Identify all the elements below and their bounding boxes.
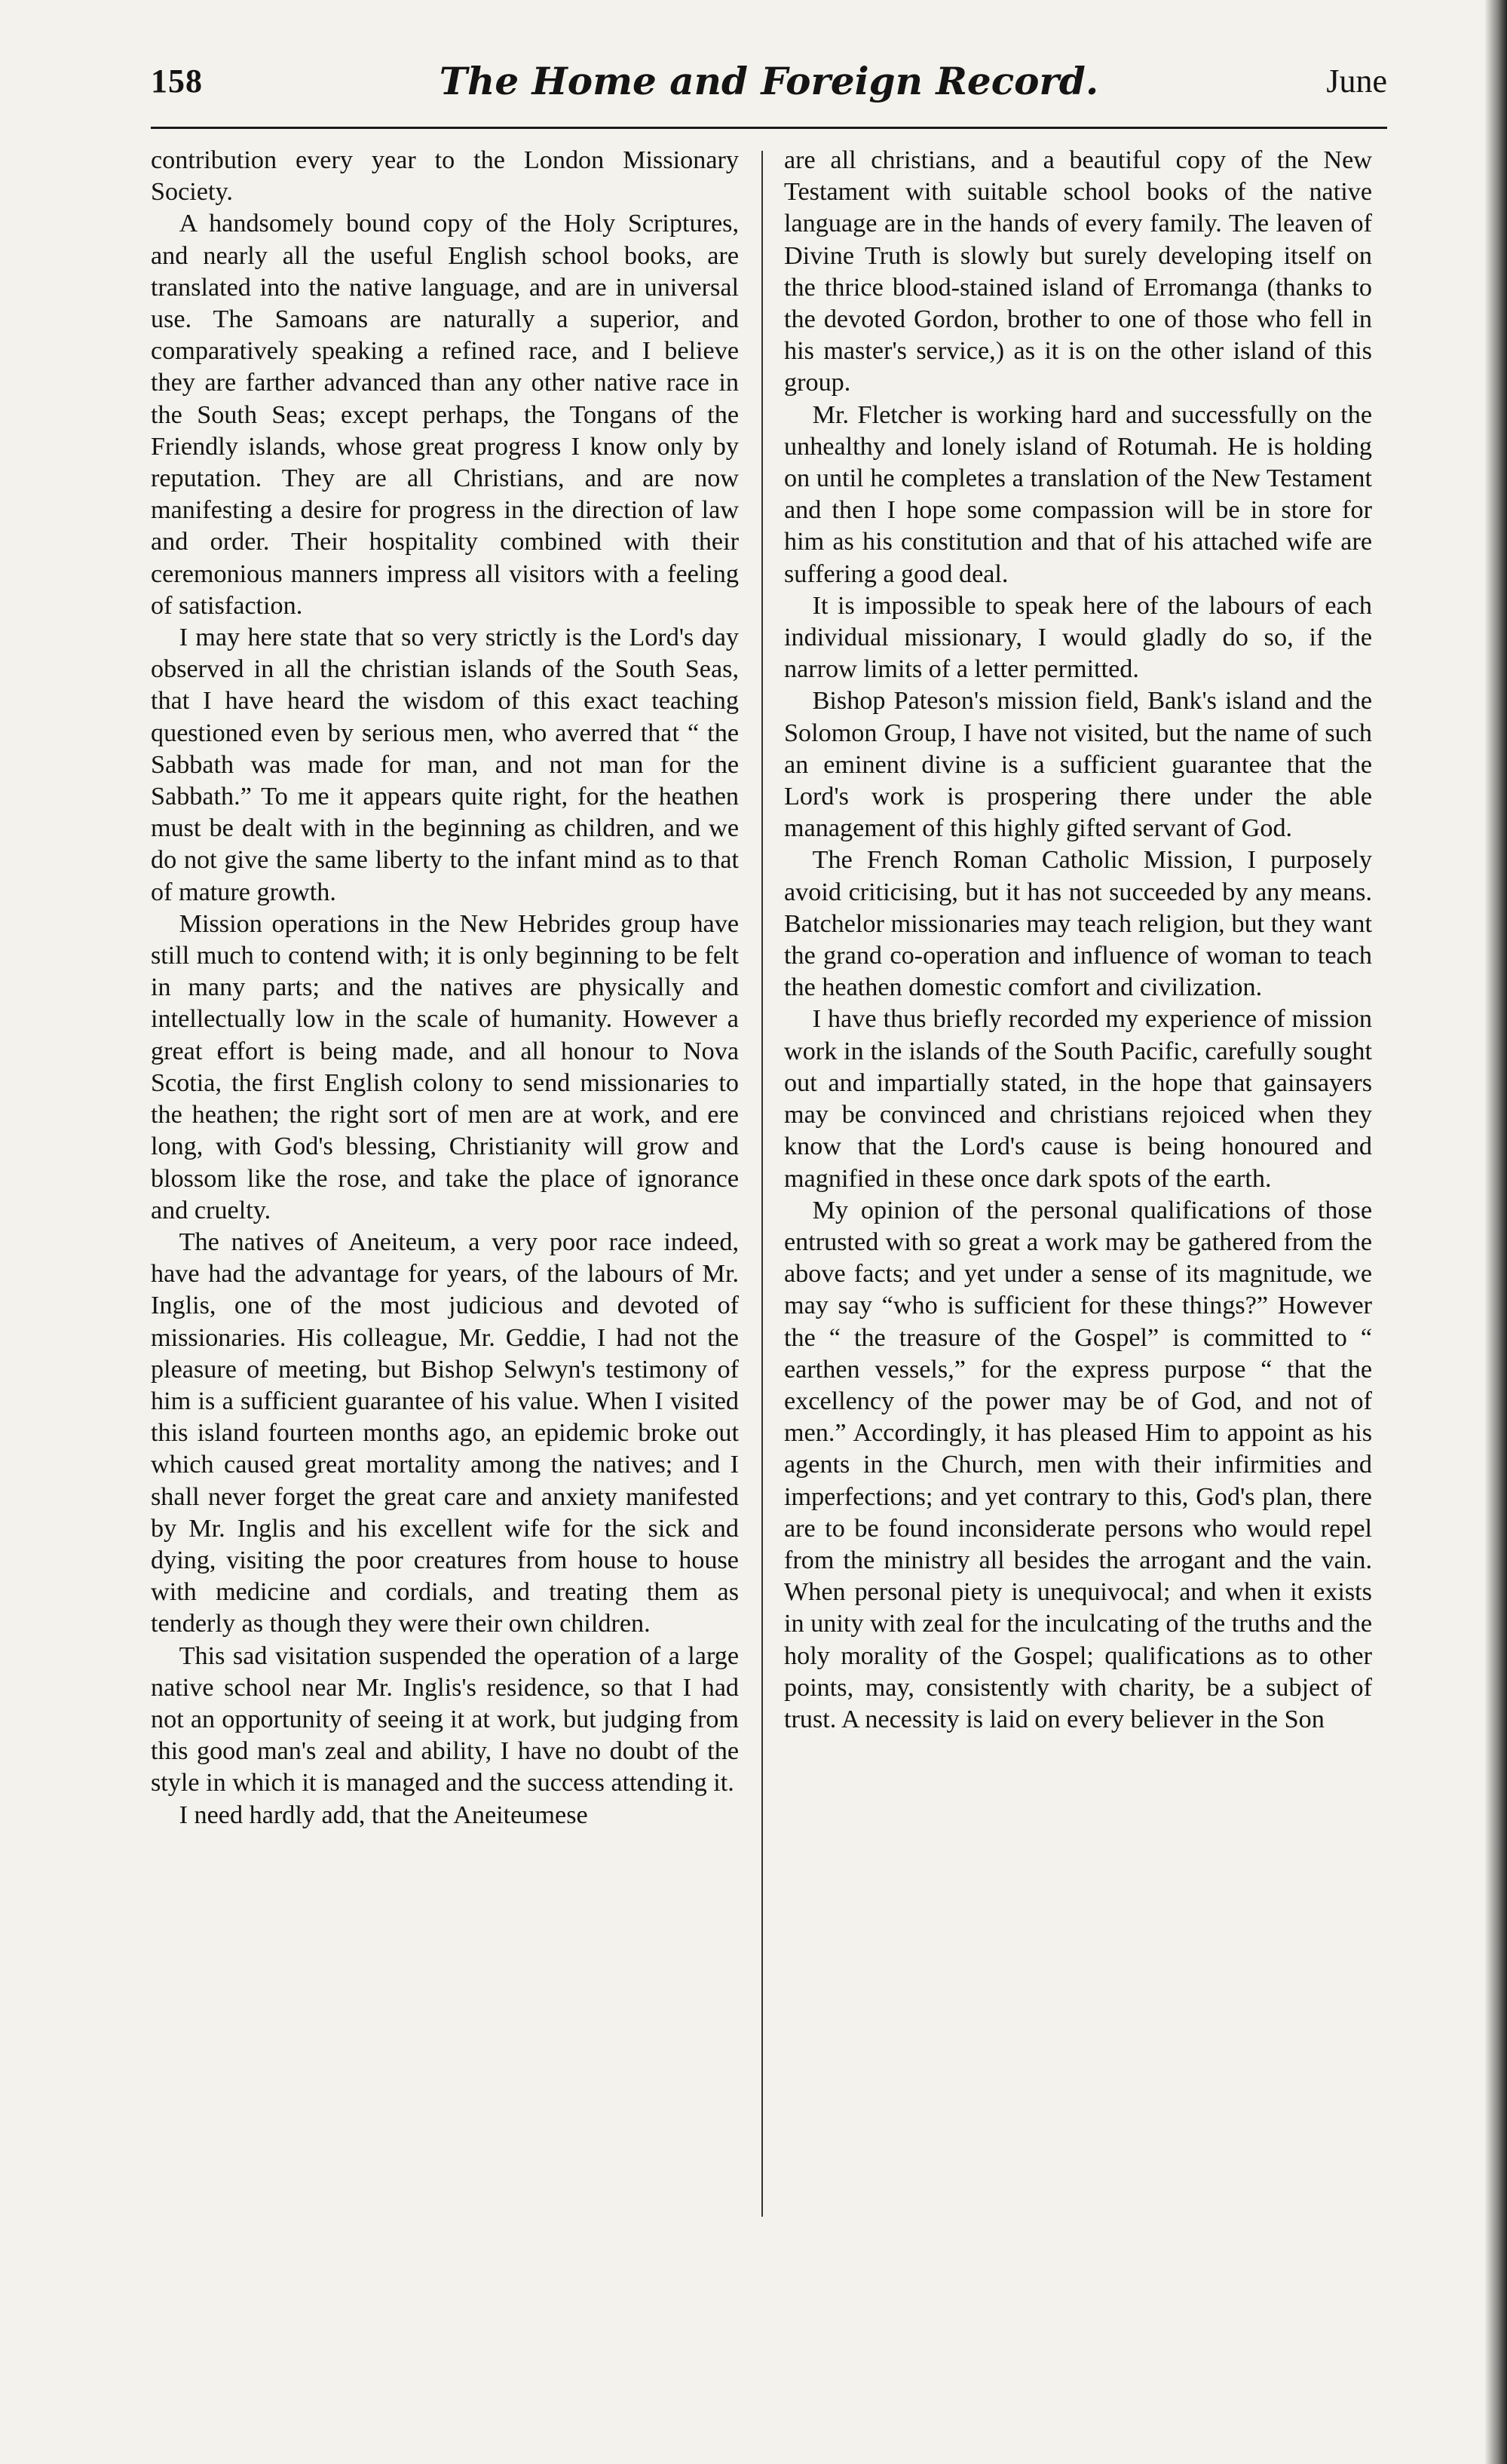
paragraph: The French Roman Catholic Mission, I purposely avoid criticising, but it has not succeeded by any means. Batchelor missionaries may teach religion, but they want the grand co-operation and influence of woman to teach the heathen domestic comfort and civilization. — [784, 846, 1372, 1002]
paragraph: Mr. Fletcher is working hard and successfully on the unhealthy and lonely island of Rotumah. He is holding on until he completes a translation of the New Testament and then I hope some compassion will be in store for him as his constitution and that of his attached wife are suffering a good deal. — [784, 400, 1372, 588]
paragraph: It is impossible to speak here of the labours of each individual missionary, I would gladly do so, if the narrow limits of a letter permitted. — [784, 591, 1372, 684]
paragraph: contribution every year to the London Missionary Society. — [151, 146, 739, 207]
paragraph: Mission operations in the New Hebrides group have still much to contend with; it is only beginning to be felt in many parts; and the natives are physically and intellectually low in the scale of humanity. However a great effort is being made, and all honour to Nova Scotia, the first English colony to send missionaries to the heathen; the right sort of men are at work, and ere long, with God's blessing, Christianity will grow and blossom like the rose, and take the place of ignorance and cruelty. — [151, 909, 739, 1224]
column-divider — [761, 151, 763, 2217]
right-column — [784, 145, 1372, 2233]
paragraph: I may here state that so very strictly is the Lord's day observed in all the christian islands of the South Seas, that I have heard the wisdom of this exact teaching questioned even by serious men, who averred that “ the Sabbath was made for man, and not man for the Sabbath.” To me it appears quite right, for the heathen must be dealt with in the beginning as children, and we do not give the same liberty to the infant mind as to that of mature growth. — [151, 624, 739, 906]
paragraph: are all christians, and a beautiful copy of the New Testament with suitable school books of the native language are in the hands of every family. The leaven of Divine Truth is slowly but surely developing itself on the thrice blood-stained island of Erromanga (thanks to the devoted Gordon, brother to one of those who fell in his master's service,) as it is on the other island of this group. — [784, 146, 1372, 397]
paragraph: A handsomely bound copy of the Holy Scriptures, and nearly all the useful English school books, are translated into the native language, and are in universal use. The Samoans are naturally a superior, and comparatively speaking a refined race, and I believe they are farther advanced than any other native race in the South Seas; except perhaps, the Tongans of the Friendly islands, whose great progress I know only by reputation. They are all Christians, and are now manifesting a desire for progress in the direction of law and order. Their hospitality combined with their ceremonious manners impress all visitors with a feeling of satisfaction. — [151, 210, 739, 620]
paragraph: This sad visitation suspended the operation of a large native school near Mr. Inglis's residence, so that I had not an opportunity of seeing it at work, but judging from this good man's zeal and ability, I have no doubt of the style in which it is managed and the success attending it. — [151, 1641, 739, 1797]
page-edge-shadow — [1484, 0, 1507, 2464]
paragraph: I need hardly add, that the Aneiteumese — [179, 1800, 588, 1829]
paragraph: Bishop Pateson's mission field, Bank's island and the Solomon Group, I have not visited, but the name of such an eminent divine is a sufficient guarantee that the Lord's work is prospering there under the able management of this highly gifted servant of God. — [784, 687, 1372, 843]
issue-month: June — [1326, 63, 1387, 100]
page-header — [151, 59, 1387, 122]
running-title: The Home and Foreign Record. — [439, 59, 1099, 103]
paragraph: My opinion of the personal qualifications of those entrusted with so great a work may be gathered from the above facts; and yet under a sense of its magnitude, we may say “who is sufficient for these things?” However the “ the treasure of the Gospel” is committed to “ earthen vessels,” for the express purpose “ that the excellency of the power may be of God, and not of men.” Accordingly, it has pleased Him to appoint as his agents in the Church, men with their infirmities and imperfections; and yet contrary to this, God's plan, there are to be found inconsiderate persons who would repel from the ministry all besides the arrogant and the vain. When personal piety is unequivocal; and when it exists in unity with zeal for the inculcating of the truths and the holy morality of the Gospel; qualifications as to other points, may, consistently with charity, be a subject of trust. A necessity is laid on every believer in the Son — [784, 1196, 1372, 1733]
page-number: 158 — [151, 63, 203, 100]
header-rule — [151, 127, 1387, 129]
left-column — [151, 145, 739, 2233]
paragraph: I have thus briefly recorded my experience of mission work in the islands of the South Pacific, carefully sought out and impartially stated, in the hope that gainsayers may be convinced and christians rejoiced when they know that the Lord's cause is being honoured and magnified in these once dark spots of the earth. — [784, 1005, 1372, 1193]
paragraph: The natives of Aneiteum, a very poor race indeed, have had the advantage for years, of the labours of Mr. Inglis, one of the most judicious and devoted of missionaries. His colleague, Mr. Geddie, I had not the pleasure of meeting, but Bishop Selwyn's testimony of him is a sufficient guarantee of his value. When I visited this island fourteen months ago, an epidemic broke out which caused great mortality among the natives; and I shall never forget the great care and anxiety manifested by Mr. Inglis and his excellent wife for the sick and dying, visiting the poor creatures from house to house with medicine and cordials, and treating them as tenderly as though they were their own children. — [151, 1227, 739, 1638]
